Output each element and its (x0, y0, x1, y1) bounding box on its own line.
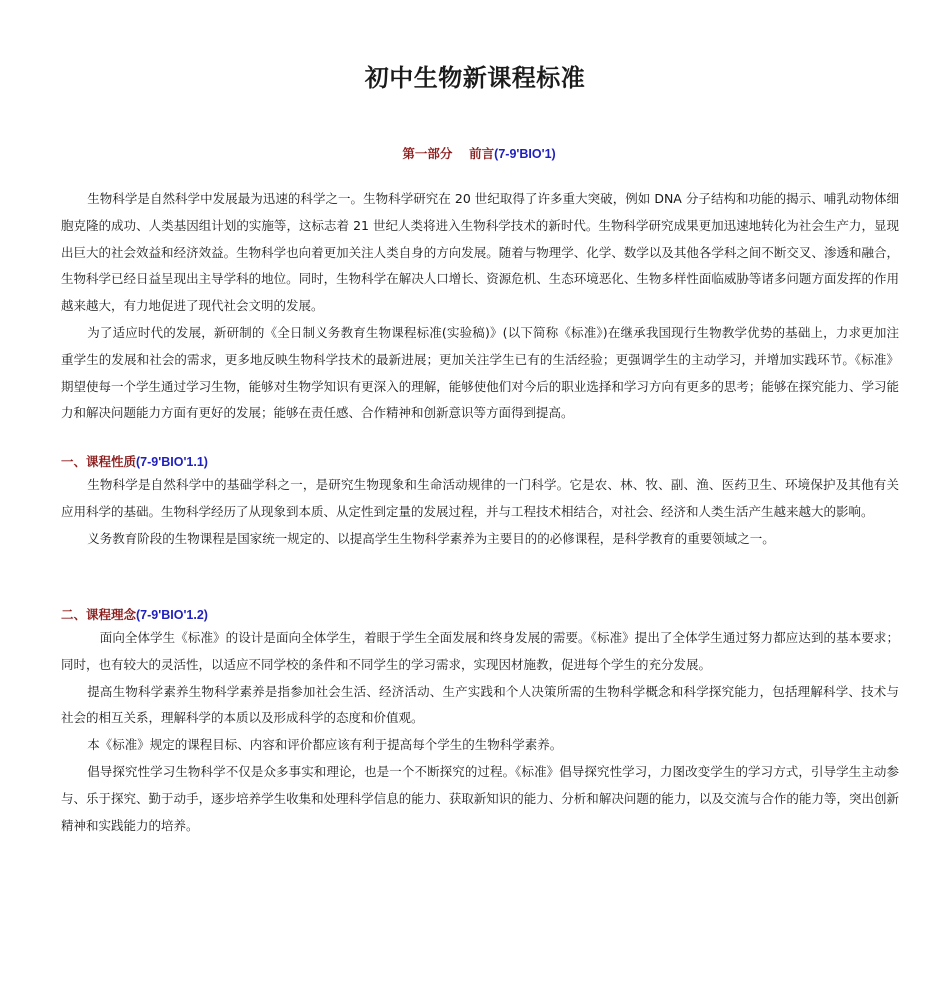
section-heading-code: (7-9'BIO'1.2) (136, 608, 208, 622)
paragraph: 生物科学是自然科学中的基础学科之一，是研究生物现象和生命活动规律的一门科学。它是农、林、牧、副、渔、医药卫生、环境保护及其他有关应用科学的基础。生物科学经历了从现象到本质、从定性到定量的发展过程，并与工程技术相结合，对社会、经济和人类生活产生越来越大的影响。 (61, 477, 899, 519)
paragraph: 提高生物科学素养生物科学素养是指参加社会生活、经济活动、生产实践和个人决策所需的生物科学概念和科学探究能力，包括理解科学、技术与社会的相互关系，理解科学的本质以及形成科学的态度和价值观。 (61, 683, 899, 726)
section-heading-2 (61, 605, 208, 623)
paragraph: 义务教育阶段的生物课程是国家统一规定的、以提高学生生物科学素养为主要目的的必修课程，是科学教育的重要领域之一。 (87, 530, 775, 546)
page-title: 初中生物新课程标准 (364, 64, 586, 92)
paragraph: 为了适应时代的发展，新研制的《全日制义务教育生物课程标准(实验稿)》(以下简称《标准》)在继承我国现行生物教学优势的基础上，力求更加注重学生的发展和社会的需求，更多地反映生物科学技术的最新进展；更加关注学生已有的生活经验；更强调学生的主动学习，并增加实践环节。《标准》期望使每一个学生通过学习生物，能够对生物学知识有更深入的理解，能够使他们对今后的职业选择和学习方向有更多的思考；能够在探究能力、学习能力和解决问题能力方面有更好的发展；能够在责任感、合作精神和创新意识等方面得到提高。 (61, 324, 899, 421)
paragraph: 面向全体学生《标准》的设计是面向全体学生，着眼于学生全面发展和终身发展的需要。《标准》提出了全体学生通过努力都应达到的基本要求；同时，也有较大的灵活性，以适应不同学校的条件和不同学生的学习需求，实现因材施教，促进每个学生的充分发展。 (61, 630, 899, 672)
part-heading-code: (7-9'BIO'1) (494, 147, 556, 161)
preface-body (61, 186, 899, 427)
section-heading-label: 一、课程性质 (61, 454, 137, 469)
section-heading-1 (61, 452, 208, 470)
section-1-body (61, 472, 899, 552)
part-heading-label: 第一部分 前言 (402, 146, 495, 161)
part-heading (0, 144, 950, 162)
section-heading-label: 二、课程理念 (61, 607, 137, 622)
paragraph: 本《标准》规定的课程目标、内容和评价都应该有利于提高每个学生的生物科学素养。 (87, 737, 563, 753)
section-2-body (61, 625, 899, 839)
paragraph: 倡导探究性学习生物科学不仅是众多事实和理论，也是一个不断探究的过程。《标准》倡导探究性学习，力图改变学生的学习方式，引导学生主动参与、乐于探究、勤于动手，逐步培养学生收集和处理科学信息的能力、获取新知识的能力、分析和解决问题的能力，以及交流与合作的能力等，突出创新精神和实践能力的培养。 (61, 763, 899, 833)
section-heading-code: (7-9'BIO'1.1) (136, 455, 208, 469)
paragraph: 生物科学是自然科学中发展最为迅速的科学之一。生物科学研究在 20 世纪取得了许多重大突破，例如 DNA 分子结构和功能的揭示、哺乳动物体细胞克隆的成功、人类基因组计划的实施等，这标志着 21 世纪人类将进入生物科学技术的新时代。生物科学研究成果更加迅速地转化为社会生产力，显现出巨大的社会效益和经济效益。生物科学也向着更加关注人类自身的方向发展。随着与物理学、化学、数学以及其他各学科之间不断交叉、渗透和融合，生物科学已经日益呈现出主导学科的地位。同时，生物科学在解决人口增长、资源危机、生态环境恶化、生物多样性面临威胁等诸多问题方面发挥的作用越来越大，有力地促进了现代社会文明的发展。 (61, 191, 899, 314)
